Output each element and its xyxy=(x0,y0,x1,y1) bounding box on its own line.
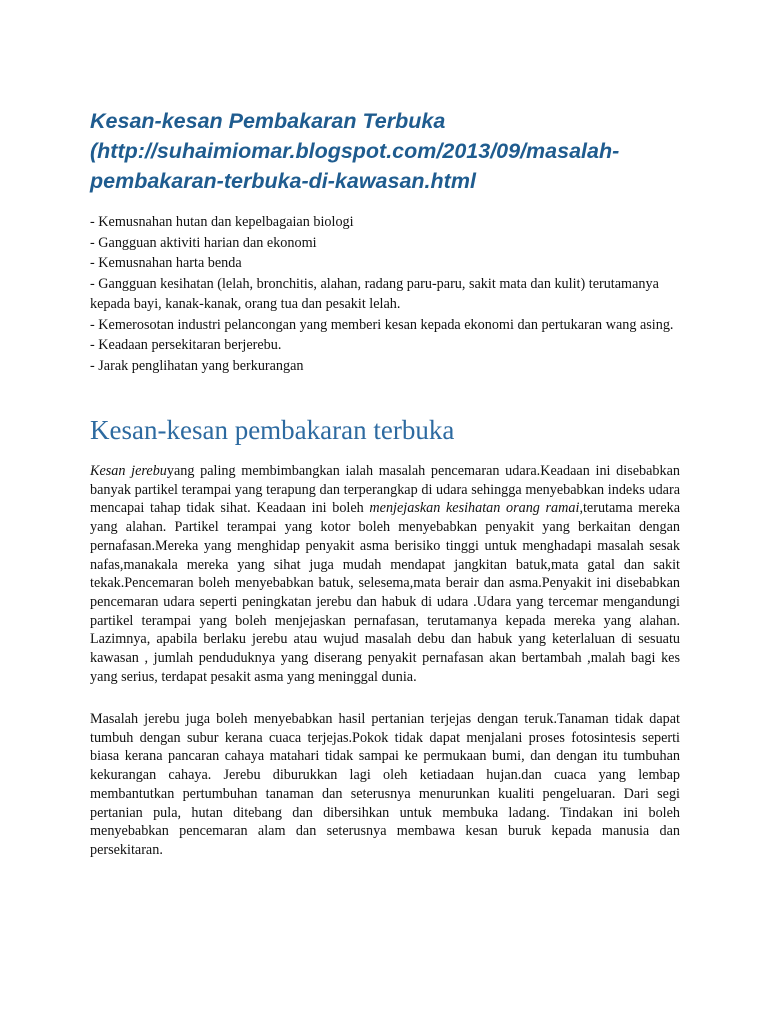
paragraph-haze-health xyxy=(90,462,680,686)
emphasis-italic-text: menjejaskan kesihatan orang ramai xyxy=(369,500,580,517)
paragraph-text: yang paling membimbangkan ialah masalah pencemaran udara.Keadaan ini disebabkan banyak partikel terampai yang terapung dan terperangkap di udara sehingga menyebabkan indeks udara mencapai tahap tidak sihat. Keadaan ini boleh xyxy=(90,463,681,517)
effects-list xyxy=(90,212,680,376)
list-item: - Keadaan persekitaran berjerebu. xyxy=(90,337,282,353)
paragraph-text: ,terutama mereka yang alahan. Partikel terampai yang kotor boleh menyebabkan penyakit yang berkaitan dengan pernafasan.Mereka yang menghidap penyakit asma berisiko tinggi untuk menghadapi masalah sesak nafas,manakala mereka yang sihat juga mudah mendapat jangkitan batuk,mata gatal dan sakit tekak.Pencemaran boleh menyebabkan batuk, selesema,mata berair dan asma.Penyakit ini disebabkan pencemaran udara seperti peningkatan jerebu dan habuk di udara .Udara yang tercemar mengandungi partikel terampai yang boleh menjejaskan pernafasan, terutamanya kepada mereka yang alahan. Lazimnya, apabila berlaku jerebu atau wujud masalah debu dan habuk yang keterlaluan di sesuatu kawasan , jumlah penduduknya yang diserang penyakit pernafasan akan bertambah ,malah bagi kes yang serius, terdapat pesakit asma yang meninggal dunia. xyxy=(90,500,681,685)
list-item: - Kemerosotan industri pelancongan yang memberi kesan kepada ekonomi dan pertukaran wang asing. xyxy=(90,316,674,333)
main-heading-line1: Kesan-kesan Pembakaran Terbuka xyxy=(90,109,446,133)
main-heading xyxy=(90,106,690,196)
list-item: - Jarak penglihatan yang berkurangan xyxy=(90,357,304,374)
list-item: - Kemusnahan hutan dan kepelbagaian biologi xyxy=(90,214,354,230)
main-heading-line2: (http://suhaimiomar.blogspot.com/2013/09/masalah- xyxy=(90,139,620,163)
main-heading-line3: pembakaran-terbuka-di-kawasan.html xyxy=(90,169,476,193)
list-item: - Gangguan kesihatan (lelah, bronchitis, alahan, radang paru-paru, sakit mata dan kulit) terutamanya kepada bayi, kanak-kanak, orang tua dan pesakit lelah. xyxy=(90,275,659,312)
paragraph-haze-agriculture: Masalah jerebu juga boleh menyebabkan hasil pertanian terjejas dengan teruk.Tanaman tidak dapat tumbuh dengan subur kerana cuaca terjejas.Pokok tidak dapat menjalani proses fotosintesis seperti biasa kerana pancaran cahaya matahari tidak sampai ke permukaan bumi, dan dengan itu tumbuhan kekurangan cahaya. Jerebu diburukkan lagi oleh ketiadaan hujan.dan cuaca yang lembap membantutkan pertumbuhan tanaman dan seterusnya menurunkan kualiti pengeluaran. Dari segi pertanian pula, hutan ditebang dan dibersihkan untuk membuka ladang. Tindakan ini boleh menyebabkan pencemaran alam dan seterusnya membawa kesan buruk kepada manusia dan persekitaran. xyxy=(90,711,680,858)
lead-italic-text: Kesan jerebu xyxy=(90,463,167,479)
list-item: - Kemusnahan harta benda xyxy=(90,255,242,271)
section-heading: Kesan-kesan pembakaran terbuka xyxy=(90,415,455,445)
list-item: - Gangguan aktiviti harian dan ekonomi xyxy=(90,234,317,251)
